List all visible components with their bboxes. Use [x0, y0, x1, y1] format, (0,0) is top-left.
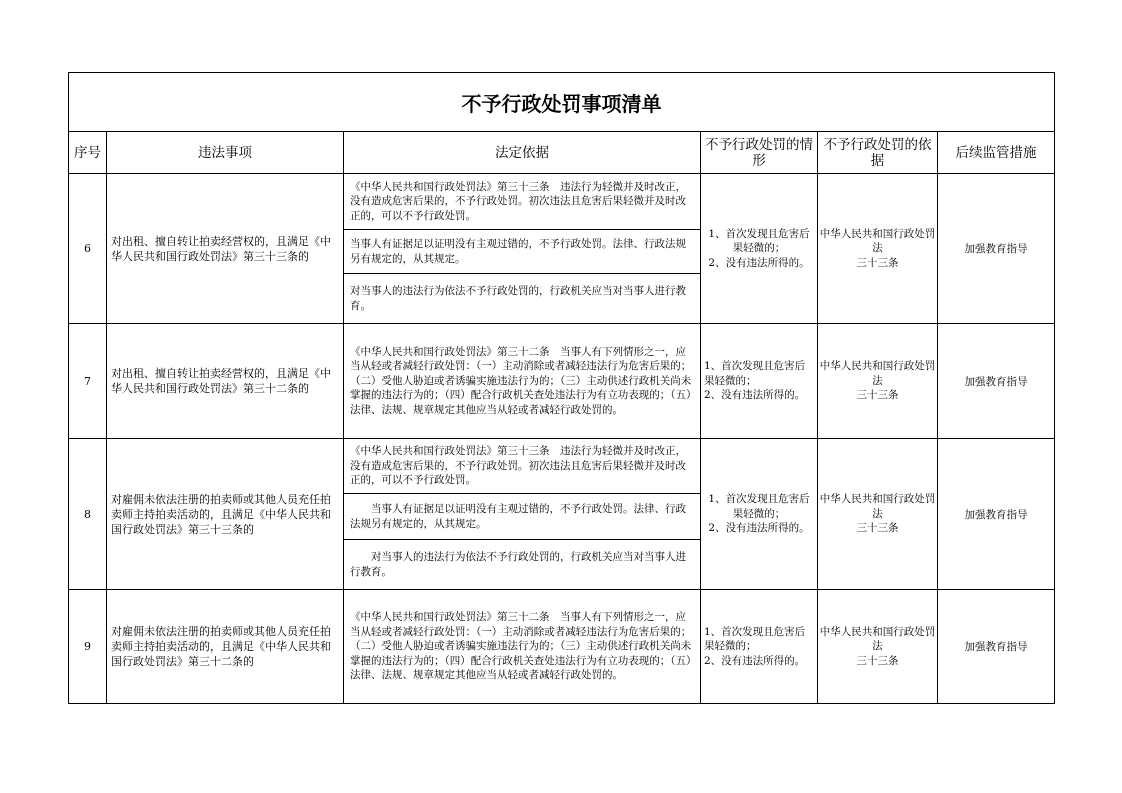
- violation-item: 对雇佣未依法注册的拍卖师或其他人员充任拍卖师主持拍卖活动的，且满足《中华人民共和国行政处罚法》第三十二条的: [107, 590, 344, 704]
- row-number: 8: [69, 439, 107, 590]
- table-row: [69, 174, 1055, 230]
- penalty-exemption-table: [68, 72, 1055, 704]
- legal-basis-text: 《中华人民共和国行政处罚法》第三十二条 当事人有下列情形之一，应当从轻或者减轻行政处罚：（一）主动消除或者减轻违法行为危害后果的；（二）受他人胁迫或者诱骗实施违法行为的；（三）主动供述行政机关尚未掌握的违法行为的；（四）配合行政机关查处违法行为有立功表现的；（五）法律、法规、规章规定其他应当从轻或者减轻行政处罚的。: [344, 590, 701, 704]
- row-number: 6: [69, 174, 107, 324]
- table-row: [69, 590, 1055, 704]
- exemption-situation: 1、首次发现且危害后果轻微的； 2、没有违法所得的。: [701, 324, 818, 439]
- violation-item: 对出租、擅自转让拍卖经营权的，且满足《中华人民共和国行政处罚法》第三十三条的: [107, 174, 344, 324]
- legal-basis-text: 对当事人的违法行为依法不予行政处罚的，行政机关应当对当事人进行教育。: [344, 274, 701, 324]
- header-no: 序号: [69, 132, 107, 174]
- violation-item: 对出租、擅自转让拍卖经营权的，且满足《中华人民共和国行政处罚法》第三十二条的: [107, 324, 344, 439]
- legal-basis-text: 对当事人的违法行为依法不予行政处罚的，行政机关应当对当事人进行教育。: [344, 540, 701, 590]
- legal-basis-text: 《中华人民共和国行政处罚法》第三十三条 违法行为轻微并及时改正，没有造成危害后果的，不予行政处罚。初次违法且危害后果轻微并及时改正的，可以不予行政处罚。: [344, 439, 701, 494]
- violation-item: 对雇佣未依法注册的拍卖师或其他人员充任拍卖师主持拍卖活动的，且满足《中华人民共和国行政处罚法》第三十三条的: [107, 439, 344, 590]
- follow-up-measure: 加强教育指导: [938, 174, 1055, 324]
- header-situation: 不予行政处罚的情形: [701, 132, 818, 174]
- row-number: 9: [69, 590, 107, 704]
- page-title: 不予行政处罚事项清单: [69, 73, 1055, 132]
- legal-basis-text: 当事人有证据足以证明没有主观过错的，不予行政处罚。法律、行政法规另有规定的，从其规定。: [344, 494, 701, 540]
- row-number: 7: [69, 324, 107, 439]
- header-law: 不予行政处罚的依据: [818, 132, 938, 174]
- header-basis: 法定依据: [344, 132, 701, 174]
- exemption-law: 中华人民共和国行政处罚法 三十三条: [818, 324, 938, 439]
- exemption-law: 中华人民共和国行政处罚法 三十三条: [818, 174, 938, 324]
- table-row: [69, 439, 1055, 494]
- exemption-law: 中华人民共和国行政处罚法 三十三条: [818, 439, 938, 590]
- exemption-situation: 1、首次发现且危害后果轻微的； 2、没有违法所得的。: [701, 174, 818, 324]
- legal-basis-text: 《中华人民共和国行政处罚法》第三十三条 违法行为轻微并及时改正，没有造成危害后果的，不予行政处罚。初次违法且危害后果轻微并及时改正的，可以不予行政处罚。: [344, 174, 701, 230]
- header-item: 违法事项: [107, 132, 344, 174]
- legal-basis-text: 《中华人民共和国行政处罚法》第三十二条 当事人有下列情形之一，应当从轻或者减轻行政处罚：（一）主动消除或者减轻违法行为危害后果的；（二）受他人胁迫或者诱骗实施违法行为的；（三）主动供述行政机关尚未掌握的违法行为的；（四）配合行政机关查处违法行为有立功表现的；（五）法律、法规、规章规定其他应当从轻或者减轻行政处罚的。: [344, 324, 701, 439]
- header-measure: 后续监管措施: [938, 132, 1055, 174]
- legal-basis-text: 当事人有证据足以证明没有主观过错的，不予行政处罚。法律、行政法规另有规定的，从其规定。: [344, 230, 701, 274]
- exemption-situation: 1、首次发现且危害后果轻微的； 2、没有违法所得的。: [701, 590, 818, 704]
- exemption-law: 中华人民共和国行政处罚法 三十三条: [818, 590, 938, 704]
- exemption-situation: 1、首次发现且危害后果轻微的； 2、没有违法所得的。: [701, 439, 818, 590]
- follow-up-measure: 加强教育指导: [938, 324, 1055, 439]
- follow-up-measure: 加强教育指导: [938, 439, 1055, 590]
- follow-up-measure: 加强教育指导: [938, 590, 1055, 704]
- table-row: [69, 324, 1055, 439]
